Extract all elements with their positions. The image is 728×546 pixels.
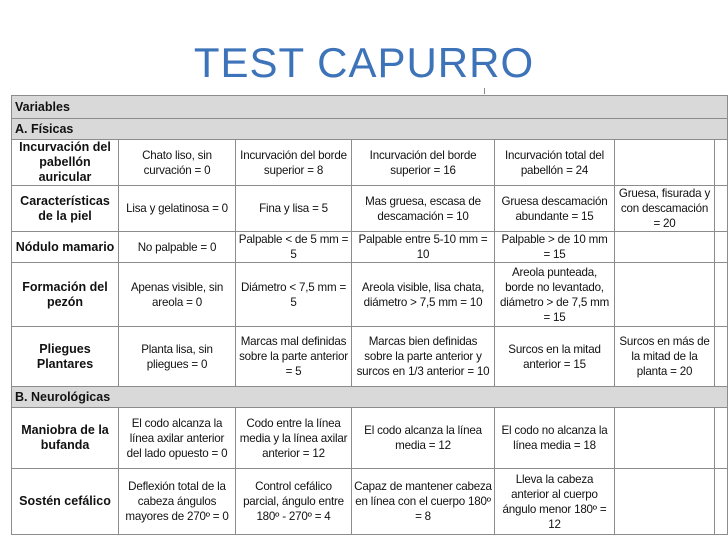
criterion-cell: No palpable = 0 [119, 232, 236, 263]
variable-label: Sostén cefálico [12, 469, 119, 535]
criterion-cell: Incurvación del borde superior = 16 [352, 140, 495, 186]
criterion-cell: Areola visible, lisa chata, diámetro > 7,5 mm = 10 [352, 263, 495, 327]
table-row [12, 408, 728, 469]
criterion-cell [615, 263, 715, 327]
empty-cell [715, 263, 728, 327]
variable-label: Formación del pezón [12, 263, 119, 327]
section-row [12, 387, 728, 408]
empty-cell [715, 469, 728, 535]
table-row [12, 186, 728, 232]
criterion-cell: Control cefálico parcial, ángulo entre 180º - 270º = 4 [236, 469, 352, 535]
criterion-cell: Chato liso, sin curvación = 0 [119, 140, 236, 186]
criterion-cell: Lleva la cabeza anterior al cuerpo ángulo menor 180º = 12 [495, 469, 615, 535]
criterion-cell: El codo alcanza la línea axilar anterior del lado opuesto = 0 [119, 408, 236, 469]
criterion-cell: Areola punteada, borde no levantado, diámetro > de 7,5 mm = 15 [495, 263, 615, 327]
variable-label: Nódulo mamario [12, 232, 119, 263]
divider-tick [484, 88, 485, 94]
criterion-cell: Diámetro < 7,5 mm = 5 [236, 263, 352, 327]
section-row [12, 119, 728, 140]
criterion-cell [615, 232, 715, 263]
variable-label: Pliegues Plantares [12, 327, 119, 387]
criterion-cell: Codo entre la línea media y la línea axilar anterior = 12 [236, 408, 352, 469]
criterion-cell: Marcas mal definidas sobre la parte anterior = 5 [236, 327, 352, 387]
empty-cell [715, 232, 728, 263]
criterion-cell [615, 469, 715, 535]
criterion-cell: Palpable > de 10 mm = 15 [495, 232, 615, 263]
criterion-cell: Surcos en más de la mitad de la planta = 20 [615, 327, 715, 387]
empty-cell [715, 186, 728, 232]
empty-cell [715, 140, 728, 186]
criterion-cell: Mas gruesa, escasa de descamación = 10 [352, 186, 495, 232]
empty-cell [715, 408, 728, 469]
variable-label: Características de la piel [12, 186, 119, 232]
criterion-cell: Planta lisa, sin pliegues = 0 [119, 327, 236, 387]
header-variables: Variables [12, 96, 728, 119]
criterion-cell: Capaz de mantener cabeza en línea con el cuerpo 180º = 8 [352, 469, 495, 535]
criterion-cell: Palpable < de 5 mm = 5 [236, 232, 352, 263]
criterion-cell: Fina y lisa = 5 [236, 186, 352, 232]
table-row [12, 469, 728, 535]
section-label: A. Físicas [12, 119, 728, 140]
criterion-cell: Deflexión total de la cabeza ángulos mayores de 270º = 0 [119, 469, 236, 535]
criterion-cell: Surcos en la mitad anterior = 15 [495, 327, 615, 387]
criterion-cell: Incurvación total del pabellón = 24 [495, 140, 615, 186]
table-row [12, 232, 728, 263]
criterion-cell: Lisa y gelatinosa = 0 [119, 186, 236, 232]
table-row [12, 327, 728, 387]
page-title: TEST CAPURRO [193, 39, 535, 86]
capurro-table [11, 95, 728, 535]
criterion-cell: Palpable entre 5-10 mm = 10 [352, 232, 495, 263]
table-row [12, 140, 728, 186]
capurro-table-image [11, 95, 727, 531]
table-row [12, 263, 728, 327]
criterion-cell [615, 140, 715, 186]
criterion-cell: El codo alcanza la línea media = 12 [352, 408, 495, 469]
criterion-cell: Marcas bien definidas sobre la parte anterior y surcos en 1/3 anterior = 10 [352, 327, 495, 387]
criterion-cell [615, 408, 715, 469]
criterion-cell: El codo no alcanza la línea media = 18 [495, 408, 615, 469]
header-row [12, 96, 728, 119]
criterion-cell: Gruesa, fisurada y con descamación = 20 [615, 186, 715, 232]
empty-cell [715, 327, 728, 387]
criterion-cell: Gruesa descamación abundante = 15 [495, 186, 615, 232]
variable-label: Incurvación del pabellón auricular [12, 140, 119, 186]
variable-label: Maniobra de la bufanda [12, 408, 119, 469]
criterion-cell: Incurvación del borde superior = 8 [236, 140, 352, 186]
criterion-cell: Apenas visible, sin areola = 0 [119, 263, 236, 327]
section-label: B. Neurológicas [12, 387, 728, 408]
